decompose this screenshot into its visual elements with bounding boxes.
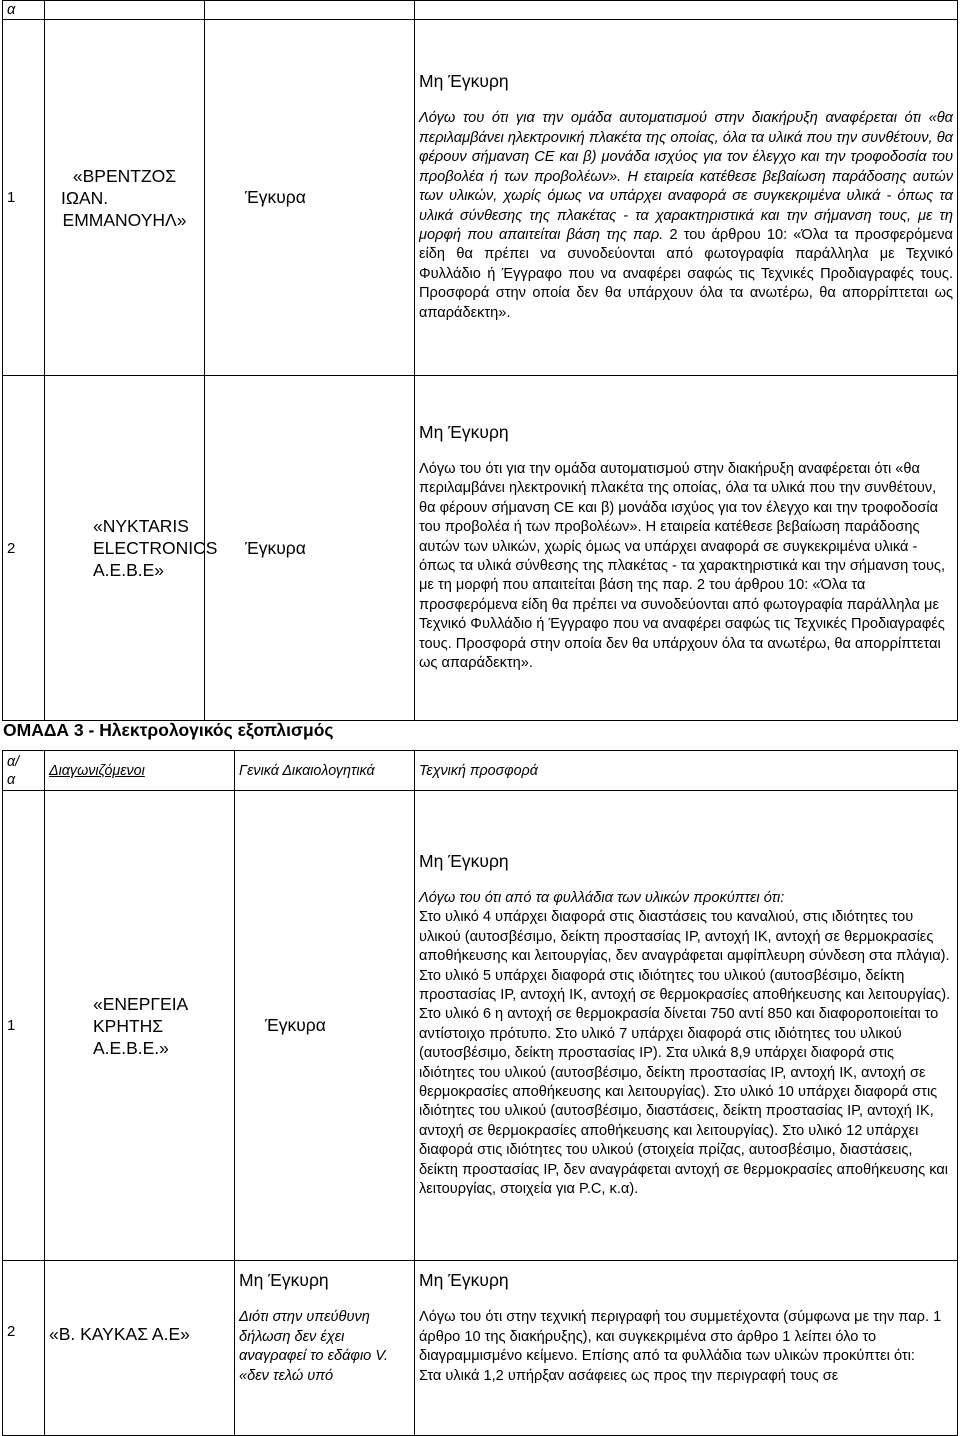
technical-offer-cell — [415, 20, 958, 376]
bidder-name-line: «NYKTARIS — [93, 516, 189, 536]
header-cell — [415, 1, 958, 20]
group3-table — [2, 750, 958, 1436]
general-docs-reason: Διότι στην υπεύθυνη δήλωση δεν έχει αναγραφεί το εδάφιο V. «δεν τελώ υπό — [239, 1309, 389, 1384]
technical-offer-cell — [415, 1261, 958, 1436]
verdict-reason: Λόγω του ότι για την ομάδα αυτοματισμού στην διακήρυξη αναφέρεται ότι «θα περιλαμβάνει ηλεκτρονική πλακέτα της οποίας, όλα τα υλικά που την συνθέτουν, θα φέρουν σήμανση CE και β) μονάδα ισχύος για τον έλεγχο και την τροφοδοσία του προβολέα ή των προβολέων». Η εταιρεία κατέθεσε βεβαίωση παράδοσης αυτών των υλικών, χωρίς όμως να υπάρχει αναφορά σε συγκεκριμένα υλικά - όπως τα υλικά σύνθεσης της πλακέτας - τα χαρακτηριστικά και την σήμανση τους, με τη μορφή που απαιτείται βάση της παρ. 2 του άρθρου 10: «Όλα τα προσφερόμενα είδη θα πρέπει να συνοδεύονται από φωτογραφία παράλληλα με Τεχνικό Φυλλάδιο ή Έγγραφο που να αναφέρει σαφώς τις Τεχνικές Προδιαγραφές τους. Προσφορά στην οποία δεν θα υπάρχουν όλα τα ανωτέρω, θα απορρίπτεται ως απαράδεκτη». — [419, 460, 946, 672]
verdict-reason — [419, 1308, 953, 1386]
verdict-reason-part: Λόγω του ότι για την ομάδα αυτοματισμού στην διακήρυξη αναφέρεται ότι «θα περιλαμβάνει ηλεκτρονική πλακέτα της οποίας, όλα τα υλικά που την συνθέτουν, θα φέρουν σήμανση CE και β) μονάδα ισχύος για τον έλεγχο και την τροφοδοσία του προβολέα ή των προβολέων». Η εταιρεία κατέθεσε βεβαίωση παράδοσης αυτών των υλικών, χωρίς όμως να υπάρχει αναφορά σε συγκεκριμένα υλικά - όπως τα υλικά σύνθεσης της πλακέτας - τα χαρακτηριστικά και την σήμανση τους, με τη μορφή που απαιτείται βάση της παρ. — [419, 110, 953, 243]
table-row — [3, 791, 958, 1261]
bidder-name-line: Α.Ε.Β.Ε» — [93, 560, 165, 580]
verdict-title: Μη Έγκυρη — [419, 850, 509, 871]
table-header-row — [3, 751, 958, 791]
header-cell — [205, 1, 415, 20]
verdict-reason-body: Στο υλικό 4 υπάρχει διαφορά στις διαστάσεις του καναλιού, στις ιδιότητες του υλικού (αυτοσβέσιμο, δείκτη προστασίας IP, αντοχή ΙΚ, αντοχή σε θερμοκρασίες αποθήκευσης και λειτουργίας, δεν αναγράφεται αμφίπλευρη σύνδεση στα πλάγια). Στο υλικό 5 υπάρχει διαφορά στις ιδιότητες του υλικού (αυτοσβέσιμο, δείκτη προστασίας IP, αντοχή ΙΚ, αντοχή σε θερμοκρασίες αποθήκευσης και λειτουργίας). Στο υλικό 6 η αντοχή σε θερμοκρασία δίνεται 750 αντί 850 και διαφοροποιείται το αντίστοιχο πρότυπο. Στο υλικό 7 υπάρχει διαφορά στις ιδιότητες του υλικού (αυτοσβέσιμο, δείκτη προστασίας IP). Στα υλικά 8,9 υπάρχει διαφορά στις ιδιότητες του υλικού (αυτοσβέσιμο, δείκτη προστασίας IP, αντοχή ΙΚ, αντοχή σε θερμοκρασίες αποθήκευσης και λειτουργίας). Στο υλικό 10 υπάρχει διαφορά στις ιδιότητες του υλικού (αυτοσβέσιμο, διαστάσεις, δείκτη προστασίας IP, αντοχή ΙΚ, αντοχή σε θερμοκρασίες αποθήκευσης και λειτουργίας). Στο υλικό 12 υπάρχει διαφορά στις ιδιότητες του υλικού (στοιχεία πρίζας, αυτοσβέσιμο, διαστάσεις, δείκτη προστασίας IP, δεν αναγράφεται αντοχή σε θερμοκρασίες αποθήκευσης και λειτουργίας, στοιχεία για P.C, κ.α). — [419, 909, 951, 1198]
general-docs-title: Μη Έγκυρη — [239, 1270, 329, 1290]
bidder-name — [45, 20, 205, 376]
column-header-general-docs-text: Γενικά Δικαιολογητικά — [239, 762, 375, 779]
header-cell: α — [3, 1, 45, 20]
column-header-index-line: α/ — [7, 753, 20, 770]
group-title: ΟΜΑΔΑ 3 - Ηλεκτρολογικός εξοπλισμός — [3, 720, 334, 740]
bidder-name-line: ΕΜΜΑΝΟΥΗΛ» — [62, 209, 187, 230]
table-row — [3, 20, 958, 376]
bidder-name: «Β. ΚΑΥΚΑΣ Α.Ε» — [45, 1261, 235, 1436]
row-number: 1 — [3, 20, 45, 376]
technical-offer-cell — [415, 376, 958, 721]
bidder-name-line: ΙΩΑΝ. — [61, 187, 109, 208]
verdict-title: Μη Έγκυρη — [419, 71, 509, 92]
verdict-title: Μη Έγκυρη — [419, 1270, 509, 1290]
general-docs-cell — [235, 1261, 415, 1436]
bidder-name-line: «ΕΝΕΡΓΕΙΑ — [93, 993, 189, 1014]
verdict-reason — [419, 889, 953, 1200]
table-row — [3, 376, 958, 721]
technical-offer-cell — [415, 791, 958, 1261]
bidder-name-line: «ΒΡΕΝΤΖΟΣ — [72, 165, 177, 186]
column-header-bidders: Διαγωνιζόμενοι — [45, 751, 235, 791]
bidder-name-line: ELECTRONICS — [93, 538, 218, 558]
table-header-row — [3, 1, 958, 20]
row-number: 2 — [3, 1261, 45, 1436]
column-header-general-docs — [235, 751, 415, 791]
general-docs-status: Έγκυρα — [235, 791, 415, 1261]
column-header-index — [3, 751, 45, 791]
column-header-index-line: α — [7, 771, 16, 788]
general-docs-status: Έγκυρα — [205, 376, 415, 721]
verdict-reason-intro: Λόγω του ότι από τα φυλλάδια των υλικών προκύπτει ότι: — [419, 889, 785, 906]
verdict-reason-part: Λόγω του ότι στην τεχνική περιγραφή του συμμετέχοντα (σύμφωνα με την παρ. 1 άρθρο 10 της διακήρυξης), και συγκεκριμένα στο άρθρο 1 λείπει όλο το διαγραμμισμένο κείμενο. Επίσης από τα φυλλάδια των υλικών προκύπτει ότι: — [419, 1309, 942, 1365]
verdict-reason — [419, 109, 953, 322]
header-cell — [45, 1, 205, 20]
verdict-title: Μη Έγκυρη — [419, 421, 509, 442]
bidder-name-line: ΚΡΗΤΗΣ Α.Ε.Β.Ε.» — [93, 1015, 169, 1058]
row-number: 2 — [3, 376, 45, 721]
bidder-name — [45, 791, 235, 1261]
column-header-technical-offer: Τεχνική προσφορά — [415, 751, 958, 791]
verdict-reason-part: 2 του άρθρου 10: «Όλα τα προσφερόμενα είδη θα πρέπει να συνοδεύονται από φωτογραφία παράλληλα με Τεχνικό Φυλλάδιο ή Έγγραφο που να αναφέρει σαφώς τις Τεχνικές Προδιαγραφές τους. Προσφορά στην οποία δεν θα υπάρχουν όλα τα ανωτέρω, θα απορρίπτεται ως απαράδεκτη». — [419, 226, 953, 321]
group1-table — [2, 0, 958, 721]
table-row — [3, 1261, 958, 1436]
general-docs-status: Έγκυρα — [205, 20, 415, 376]
verdict-reason-part: Στα υλικά 1,2 υπήρξαν ασάφειες ως προς την περιγραφή τους σε — [419, 1367, 839, 1384]
bidder-name — [45, 376, 218, 721]
row-number: 1 — [3, 791, 45, 1261]
